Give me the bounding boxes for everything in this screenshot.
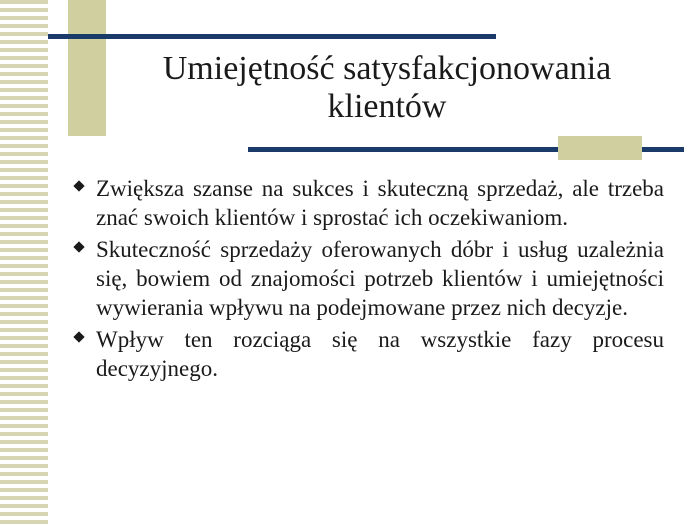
diamond-bullet-icon — [73, 331, 84, 342]
bullet-item — [68, 235, 664, 322]
bullet-text: Wpływ ten rozciąga się na wszystkie fazy procesu decyzyjnego. — [96, 327, 664, 381]
diamond-bullet-icon — [73, 241, 84, 252]
bullet-list — [68, 174, 664, 386]
title-bottom-accent-block — [558, 136, 642, 160]
bullet-text: Zwiększa szanse na sukces i skuteczną sprzedaż, ale trzeba znać swoich klientów i sprostać ich oczekiwaniom. — [96, 176, 664, 230]
title-top-rule — [48, 34, 496, 39]
diamond-bullet-icon — [73, 180, 84, 191]
striped-border-decoration — [0, 0, 48, 525]
bullet-item — [68, 174, 664, 232]
bullet-item — [68, 325, 664, 383]
title-accent-block — [68, 0, 106, 136]
slide-title: Umiejętność satysfakcjonowania klientów — [162, 50, 612, 125]
bullet-text: Skuteczność sprzedaży oferowanych dóbr i usług uzależnia się, bowiem od znajomości potrzeb klientów i umiejętności wywierania wpływu na podejmowane przez nich decyzje. — [96, 237, 664, 320]
